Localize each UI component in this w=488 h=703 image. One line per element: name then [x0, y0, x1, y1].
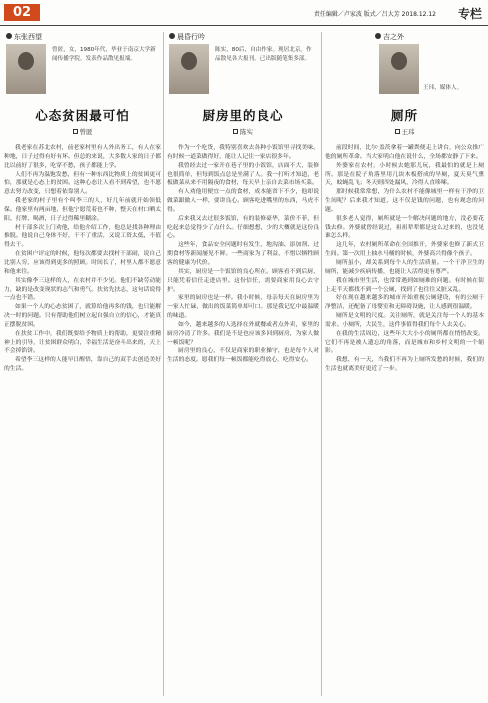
- paragraph: 我想，有一天，当我们不再为上厕所发愁的时候，我们的生活也就离美好更近了一步。: [325, 357, 484, 373]
- article-body: [4, 144, 161, 374]
- author-box: [4, 32, 161, 104]
- paragraph: 前段时间，比尔·盖茨拿着一罐粪便走上讲台，向公众推广他的厕所革命。当大家明白他在说什么，全场都安静了下来。: [325, 145, 484, 160]
- author-bio: 王玮，媒体人。: [423, 85, 463, 91]
- paragraph: 有人劝他用便宜一点的食材，成本能省下不少，他却说做菜跟做人一样，要讲良心。顾客吃进嘴里的东西，马虎不得。: [167, 189, 319, 213]
- author-bio: 陈实，80后，自由作家。现居北京。作品散见各大报刊。已出版随笔集多部。: [215, 47, 312, 62]
- author-photo: [169, 44, 209, 94]
- article-column-1: [4, 32, 161, 696]
- paragraph: 这几年，农村厕所革命在全国推开，外婆家也修了新式卫生间。第一次用上抽水马桶的时候，外婆高兴得像个孩子。: [325, 242, 484, 258]
- article-body: [325, 144, 484, 374]
- bullet-icon: [375, 33, 381, 39]
- article-author: 曾匿: [4, 127, 161, 136]
- paragraph: 外婆家在农村，小时候去她那儿玩，我最怕的就是上厕所。那是在院子角落里用几块木板搭成的旱厕，夏天臭气熏天，蚊蝇乱飞；冬天则四处漏风，冷得人直哆嗦。: [325, 162, 484, 187]
- square-icon: [73, 129, 78, 134]
- article-body: [167, 144, 319, 365]
- paragraph: 家里的厨房也是一样。我小时候，母亲每天在厨房里为一家人忙碌，做出的饭菜简单却可口。那是我记忆中最温暖的味道。: [167, 295, 319, 320]
- paragraph: 好在现在越来越多的城市开始重视公厕建设，有的公厕干净整洁，还配备了母婴室和无障碍设施，让人感到很温暖。: [325, 295, 484, 311]
- square-icon: [395, 129, 400, 134]
- paragraph: 厕所是文明的尺度。关注厕所，就是关注每一个人的基本需求。小厕所，大民生，这件事值得我们每个人去关心。: [325, 313, 484, 328]
- article-column-2: [167, 32, 319, 696]
- bullet-icon: [169, 33, 175, 39]
- paragraph: 我曾经去过一家开在巷子里的小饭馆，店面不大，装修也很简单，但每到饭点总是坐满了人。我一打听才知道，老板做菜从来不用隔夜的食材，每天早上亲自去菜市场买菜。: [167, 162, 319, 187]
- square-icon: [233, 129, 238, 134]
- paragraph: 如果一个人的心态贫困了，就算给他再多的钱，也只能解决一时的问题。只有帮助他们树立起自强自立的信心，才能真正摆脱贫困。: [4, 304, 161, 328]
- paragraph: 我老家在苏北农村，前老家村里有人外出务工，有人在家种地，日子过得有好有坏。但总的来说，大多数人家的日子都比以前好了很多，吃穿不愁，孩子都能上学。: [4, 145, 161, 169]
- author-bio: 曾匿，女，1980年代，毕业于南京大学新闻传播学院。发表作品散见报端。: [52, 47, 156, 62]
- edit-info: 责任编辑／卢家波 版式／吕大芳 2018.12.12: [313, 11, 436, 18]
- column-divider: [321, 32, 322, 696]
- article-title: 厨房里的良心: [202, 108, 284, 123]
- author-box: [167, 32, 319, 104]
- article-title: 心态贫困最可怕: [35, 108, 130, 123]
- paragraph: 村干部多次上门劝他，给他介绍工作，他总是找各种理由推脱。他说自己身体不好，干不了重活，又说工资太低，不值得去干。: [4, 224, 161, 249]
- author-box: [325, 32, 484, 104]
- page-number: 02: [4, 4, 40, 21]
- paragraph: 在扶贫工作中，我们既要给予物质上的帮助，更要注重精神上的引导，让贫困群众明白，幸福生活是奋斗出来的，天上不会掉馅饼。: [4, 330, 161, 355]
- columnist-label: 吉之外: [375, 32, 404, 42]
- article-title: 厕所: [390, 108, 418, 123]
- paragraph: 我老家的村子里有个叫李三的人，好几年前就开始领低保。他家里有两亩地，但他宁愿荒着也不种，整天在村口晒太阳、打牌、喝酒，日子过得稀里糊涂。: [4, 198, 161, 222]
- paragraph: 后来我又去过很多饭馆，有的装修豪华，菜价不菲，但吃起来总觉得少了点什么。仔细想想，少的大概就是这份良心。: [167, 215, 319, 240]
- article-column-3: [325, 32, 484, 696]
- paragraph: 如今，越来越多的人选择在外就餐或者点外卖，家里的厨房冷清了许多。我们是不是也应该多回到厨房，为家人做一顿饭呢？: [167, 321, 319, 346]
- paragraph: 作为一个吃货，我特别喜欢去各种小饭馆里寻找美味。有时候一道菜做得好，能让人记住一家店很多年。: [167, 145, 319, 160]
- page-header: [0, 0, 488, 26]
- article-author: 王玮: [325, 127, 484, 136]
- author-photo: [6, 44, 46, 94]
- paragraph: 在我的生活周边，这些年大大小小的厕所都在悄悄改变。它们不再是被人遗忘的角落，而是城市和乡村文明的一个缩影。: [325, 330, 484, 355]
- paragraph: 人们不再为温饱发愁，但有一种东西比物质上的贫困更可怕，那就是心态上的贫困。这种心态让人看不到希望，也不愿意去努力改变，只想着依靠别人。: [4, 171, 161, 196]
- article-author: 陈实: [167, 127, 319, 136]
- columnist-label: 东张西望: [6, 32, 42, 42]
- paragraph: 那时候我常常想，为什么农村不能像城里一样有干净的卫生间呢？后来我才知道，这不仅是钱的问题，也有观念的问题。: [325, 189, 484, 213]
- paragraph: 厕所虽小，却关系到每个人的生活质量。一个干净卫生的厕所，能减少疾病传播，也能让人活得更有尊严。: [325, 259, 484, 275]
- column-divider: [163, 32, 164, 696]
- paragraph: 其实像李三这样的人，在农村并不少见。他们不缺劳动能力，缺的是改变现状的志气和勇气。扶贫先扶志，这句话说得一点也不错。: [4, 277, 161, 302]
- paragraph: 很多老人觉得，厕所就是一个解决问题的地方，没必要花钱去修。外婆就曾经说过，祖祖辈辈都是这么过来的，也没见谁怎么样。: [325, 215, 484, 240]
- bullet-icon: [6, 33, 12, 39]
- paragraph: 其实，厨房是一个饭馆的良心所在。顾客看不到后厨，只能凭着信任走进店里。这份信任，需要商家用良心去守护。: [167, 268, 319, 293]
- paragraph: 在贫困户评定的时候，他每次都要去找村干部闹，说自己比别人穷，应该得到更多的照顾。时间长了，村里人都不愿意和他来往。: [4, 251, 161, 275]
- columnist-label: 晨昏行吟: [169, 32, 205, 42]
- section-name: 专栏: [457, 7, 482, 21]
- paragraph: 希望李三这样的人能早日醒悟，靠自己的双手去创造美好的生活。: [4, 357, 161, 373]
- paragraph: 我在城市里生活，也常常遇到如厕难的问题。有时候在街上走半天都找不到一个公厕，找到了也往往又脏又乱。: [325, 277, 484, 293]
- author-photo: [379, 44, 419, 94]
- paragraph: 厨房里的良心，不仅是商家的职业操守，也是每个人对生活的态度。愿我们每一顿饭都能吃得放心，吃得安心。: [167, 348, 319, 364]
- paragraph: 这些年，食品安全问题时有发生，地沟油、添加剂、过期食材等新闻屡见不鲜。一些商家为了利益，不惜以牺牲顾客的健康为代价。: [167, 242, 319, 266]
